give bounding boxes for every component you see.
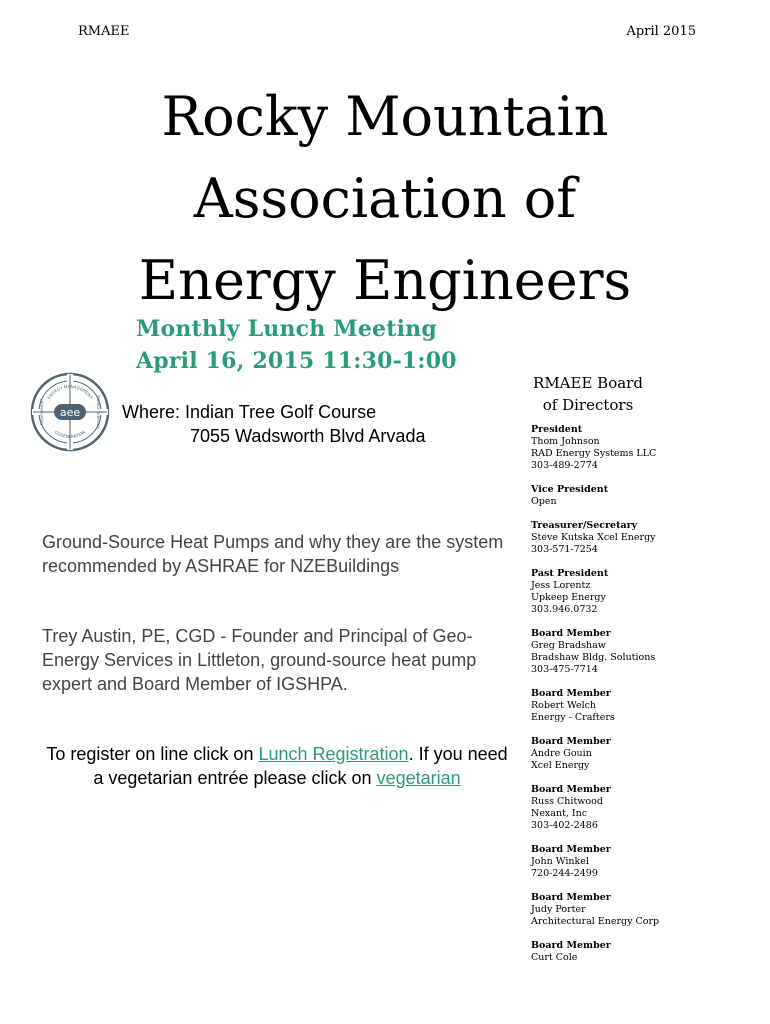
svg-text:ENERGY SERVICES: ENERGY SERVICES [96,395,100,429]
svg-text:aee: aee [59,406,81,419]
meeting-title: Monthly Lunch Meeting [136,316,437,342]
board-member [531,892,751,928]
board-member-detail: 720-244-2499 [531,868,598,879]
board-member-role: Board Member [531,784,611,795]
board-member-detail: Steve Kutska Xcel Energy [531,532,656,543]
board-member-list [531,424,751,976]
board-member [531,424,751,472]
board-member [531,844,751,880]
board-member-detail: Bradshaw Bldg. Solutions [531,652,656,663]
board-member-role: Board Member [531,940,611,951]
board-member-detail: John Winkel [531,856,589,867]
board-member-detail: Energy - Crafters [531,712,615,723]
board-member-role: President [531,424,583,435]
board-member-detail: Russ Chitwood [531,796,603,807]
board-member [531,784,751,832]
speaker-bio: Trey Austin, PE, CGD - Founder and Principal of Geo-Energy Services in Littleton, ground-source heat pump expert and Board Member of IGSHPA. [42,626,477,694]
board-member [531,688,751,724]
venue-address: 7055 Wadsworth Blvd Arvada [190,426,426,446]
board-member-detail: Greg Bradshaw [531,640,606,651]
header-left: RMAEE [78,24,130,39]
board-title-line-2: of Directors [542,396,634,414]
board-member-role: Board Member [531,844,611,855]
board-member-role: Vice President [531,484,609,495]
board-member-role: Board Member [531,892,611,903]
lunch-registration-link[interactable]: Lunch Registration [258,744,409,764]
board-member-role: Board Member [531,628,611,639]
board-member-detail: Nexant, Inc [531,808,588,819]
aee-logo [30,372,110,452]
board-member-detail: Robert Welch [531,700,597,711]
board-member-detail: 303.946.0732 [531,604,598,615]
board-member-role: Board Member [531,688,611,699]
page-title-line-1: Rocky Mountain [161,85,609,148]
board-member-detail: Upkeep Energy [531,592,606,603]
board-member-detail: 303-489-2774 [531,460,598,471]
svg-text:ENERGY MANAGEMENT: ENERGY MANAGEMENT [46,383,94,401]
board-member-detail: Curt Cole [531,952,578,963]
presentation-topic: Ground-Source Heat Pumps and why they are the system recommended by ASHRAE for NZEBuildings [42,532,504,576]
board-member-detail: Judy Porter [531,904,586,915]
board-member-role: Board Member [531,736,611,747]
board-member [531,568,751,616]
board-member-detail: Andre Gouin [531,748,592,759]
header-date: April 2015 [626,24,696,39]
venue-name: Where: Indian Tree Golf Course [122,402,377,422]
page-title-line-2: Association of [193,167,577,230]
board-member-detail: Open [531,496,557,507]
board-member-role: Past President [531,568,609,579]
board-member [531,484,751,508]
board-member-detail: Xcel Energy [531,760,590,771]
board-member-detail: 303-402-2486 [531,820,598,831]
board-member [531,736,751,772]
registration-middle: . If you need a vegetarian entrée please click on [93,744,508,788]
board-member [531,520,751,556]
svg-text:COGENERATION: COGENERATION [53,429,87,440]
board-member-detail: Architectural Energy Corp [531,916,660,927]
board-member [531,628,751,676]
board-member-detail: Jess Lorentz [531,580,591,591]
board-member [531,940,751,964]
board-member-role: Treasurer/Secretary [531,520,638,531]
page-title-line-3: Energy Engineers [138,249,632,312]
registration-text [42,742,512,790]
vegetarian-link[interactable]: vegetarian [376,768,461,788]
meeting-date: April 16, 2015 11:30-1:00 [136,348,457,374]
board-member-detail: 303-571-7254 [531,544,598,555]
board-member-detail: Thom Johnson [531,436,600,447]
board-title [528,372,648,416]
board-member-detail: 303-475-7714 [531,664,598,675]
board-title-line-1: RMAEE Board [533,374,643,392]
registration-prefix: To register on line click on [46,744,259,764]
board-member-detail: RAD Energy Systems LLC [531,448,657,459]
svg-text:ENVIRONMENT: ENVIRONMENT [40,398,44,426]
